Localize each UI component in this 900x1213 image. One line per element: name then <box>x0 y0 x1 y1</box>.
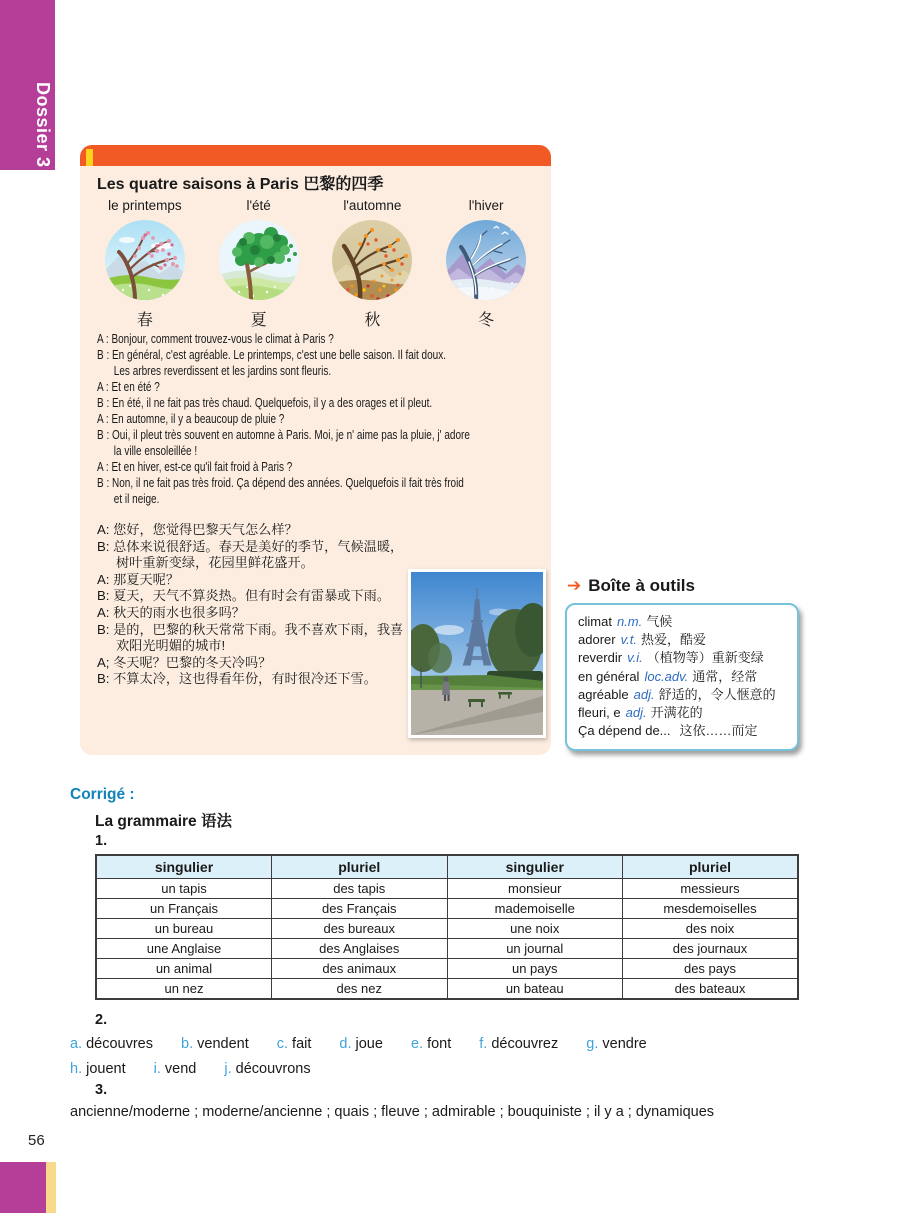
chinese-dialogue <box>97 522 403 688</box>
item-3-answer-text: ancienne/moderne ; moderne/ancienne ; quais ; fleuve ; admirable ; bouquiniste ; il y a ; dynamiques <box>70 1104 715 1120</box>
spring-illustration <box>105 220 185 300</box>
arrow-right-icon: ➔ <box>567 576 582 595</box>
dialogue-line: A: 秋天的雨水也很多吗？ <box>97 604 245 620</box>
dialogue-line: 树叶重新变绿，花园里鲜花盛开。 <box>116 555 314 571</box>
answer-item: d. joue <box>339 1036 383 1052</box>
season-label: le printemps <box>108 198 182 213</box>
eiffel-tower-photo <box>408 569 546 738</box>
dossier-tab <box>0 0 55 170</box>
vocab-entry: agréable adj. 舒适的，令人惬意的 <box>578 686 776 702</box>
item-1-label: 1. <box>95 833 108 849</box>
column-header: singulier <box>447 855 623 879</box>
column-header: singulier <box>96 855 272 879</box>
bottom-accent-block <box>0 1162 46 1213</box>
answer-item: b. vendent <box>181 1036 249 1052</box>
vocab-entry: adorer v.t. 热爱，酷爱 <box>578 632 706 648</box>
dialogue-line: B: 是的，巴黎的秋天常常下雨。我不喜欢下雨，我喜 <box>97 621 404 637</box>
lesson-card <box>80 145 551 755</box>
bottom-accent-stripe <box>46 1162 56 1213</box>
corrige-heading: Corrigé : <box>70 786 135 803</box>
vocab-entry: climat n.m. 气候 <box>578 614 673 629</box>
season-winter <box>429 198 543 330</box>
season-summer <box>202 198 316 330</box>
answer-item: i. vend <box>153 1061 197 1077</box>
dialogue-line: 欢阳光明媚的城市! <box>116 638 226 654</box>
page-number: 56 <box>28 1132 45 1149</box>
grammar-heading: La grammaire 语法 <box>95 813 232 830</box>
table-row: un tapis des tapis monsieur messieurs <box>96 879 798 899</box>
table-header-row <box>96 855 798 879</box>
vocab-entry: fleuri, e adj. 开满花的 <box>578 705 703 721</box>
table-row: une Anglaise des Anglaises un journal des journaux <box>96 939 798 959</box>
summer-illustration <box>219 220 299 300</box>
season-hanzi: 夏 <box>250 312 267 329</box>
table-row: un nez des nez un bateau des bateaux <box>96 979 798 1000</box>
dialogue-line: A : Et en hiver, est-ce qu'il fait froid à Paris ? <box>97 460 293 474</box>
dialogue-line: A: 那夏天呢？ <box>97 571 180 587</box>
item-3-label: 3. <box>95 1082 108 1098</box>
vocab-entry: en général loc.adv. 通常，经常 <box>578 668 758 684</box>
answer-item: f. découvrez <box>479 1036 559 1052</box>
answers-row-2 <box>70 1061 335 1077</box>
french-dialogue <box>97 331 470 507</box>
column-header: pluriel <box>272 855 448 879</box>
dialogue-line: A; 冬天呢？巴黎的冬天冷吗？ <box>97 654 272 670</box>
dossier-tab-label: Dossier 3 <box>33 82 53 168</box>
card-top-bar <box>80 145 551 166</box>
table-row: un animal des animaux un pays des pays <box>96 959 798 979</box>
season-hanzi: 秋 <box>364 312 381 329</box>
vocab-box <box>565 603 799 751</box>
plural-forms-table <box>95 854 799 1000</box>
answer-item: c. fait <box>276 1036 312 1052</box>
answer-item: a. découvres <box>70 1036 153 1052</box>
season-autumn <box>316 198 430 330</box>
answer-item: j. découvrons <box>224 1061 311 1077</box>
dialogue-line: B : En été, il ne fait pas très chaud. Quelquefois, il y a des orages et il pleut. <box>97 396 433 410</box>
dialogue-line: B: 总体来说很舒适。春天是美好的季节，气候温暖， <box>97 538 404 554</box>
answer-item: h. jouent <box>70 1061 126 1077</box>
lesson-title: Les quatre saisons à Paris 巴黎的四季 <box>97 176 384 193</box>
boite-title-text: Boîte à outils <box>588 576 695 595</box>
dialogue-line: B : En général, c'est agréable. Le printemps, c'est une belle saison. Il fait doux. <box>97 348 447 362</box>
answer-item: e. font <box>410 1036 452 1052</box>
dialogue-line: B: 不算太冷，这也得看年份，有时很冷还下雪。 <box>97 671 377 687</box>
dialogue-line: Les arbres reverdissent et les jardins sont fleuris. <box>113 364 332 378</box>
dialogue-line: B : Oui, il pleut très souvent en automne à Paris. Moi, je n' aime pas la pluie, j' adore <box>97 428 470 442</box>
table-row: un bureau des bureaux une noix des noix <box>96 919 798 939</box>
dialogue-line: A : En automne, il y a beaucoup de pluie ? <box>97 412 285 426</box>
seasons-row <box>88 198 543 330</box>
season-label: l'automne <box>343 198 402 213</box>
season-spring <box>88 198 202 330</box>
answers-row-1 <box>70 1036 671 1052</box>
winter-illustration <box>446 220 526 300</box>
season-hanzi: 春 <box>136 312 153 329</box>
dialogue-line: la ville ensoleillée ! <box>113 444 198 458</box>
season-hanzi: 冬 <box>478 312 495 329</box>
season-label: l'hiver <box>468 198 504 213</box>
autumn-illustration <box>332 220 412 300</box>
vocab-entry: reverdir v.i. （植物等）重新变绿 <box>578 650 764 666</box>
dialogue-line: B : Non, il ne fait pas très froid. Ça dépend des années. Quelquefois il fait très froid <box>97 476 464 490</box>
dialogue-line: A: 您好，您觉得巴黎天气怎么样？ <box>97 522 298 537</box>
table-row: un Français des Français mademoiselle mesdemoiselles <box>96 899 798 919</box>
column-header: pluriel <box>623 855 799 879</box>
dialogue-line: B: 夏天，天气不算炎热。但有时会有雷暴或下雨。 <box>97 588 391 604</box>
dialogue-line: et il neige. <box>113 492 160 506</box>
answer-item: g. vendre <box>586 1036 647 1052</box>
item-2-label: 2. <box>95 1012 108 1028</box>
dialogue-line: A : Et en été ? <box>97 380 160 394</box>
dialogue-line: A : Bonjour, comment trouvez-vous le climat à Paris ? <box>97 332 334 346</box>
boite-a-outils-heading <box>567 576 695 596</box>
card-yellow-mark <box>86 149 93 166</box>
vocab-entry: Ça dépend de... 这依……而定 <box>578 723 758 739</box>
season-label: l'été <box>246 198 271 213</box>
